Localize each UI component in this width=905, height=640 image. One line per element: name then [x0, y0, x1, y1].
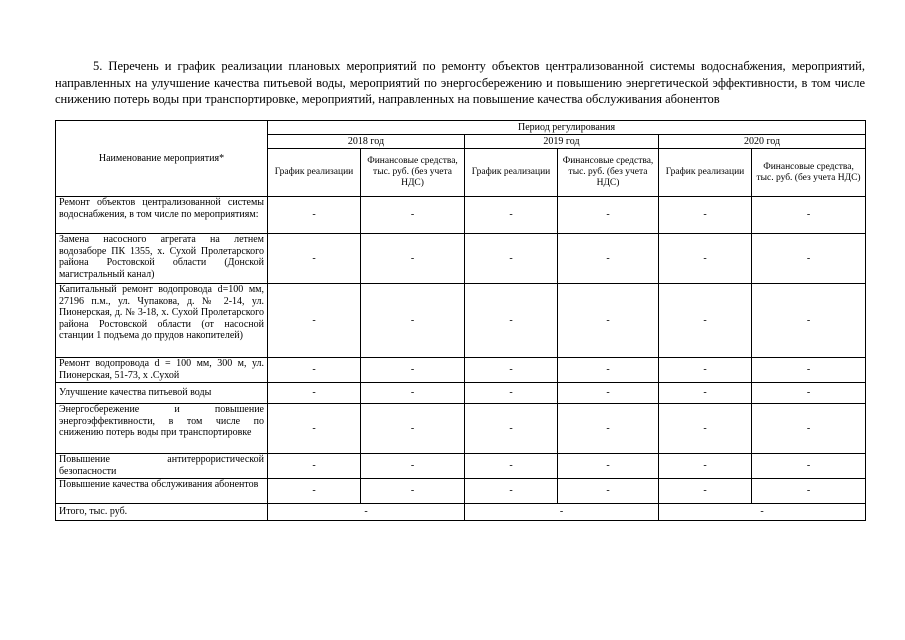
cell-value: - — [465, 234, 558, 284]
cell-value: - — [361, 383, 465, 404]
cell-value: - — [465, 197, 558, 234]
cell-value: - — [558, 234, 659, 284]
cell-value: - — [752, 197, 866, 234]
cell-value: - — [752, 454, 866, 479]
table-row — [56, 404, 866, 454]
cell-value: - — [752, 234, 866, 284]
cell-value: - — [465, 383, 558, 404]
row-name: Ремонт водопровода d = 100 мм, 300 м, ул. Пионерская, 51-73, х .Сухой — [56, 358, 268, 383]
table-row — [56, 383, 866, 404]
cell-value: - — [268, 454, 361, 479]
cell-value: - — [268, 358, 361, 383]
cell-value: - — [659, 284, 752, 358]
column-header-name: Наименование мероприятия* — [56, 121, 268, 197]
section-heading: 5. Перечень и график реализации плановых мероприятий по ремонту объектов централизованной системы водоснабжения, мероприятий, направленных на улучшение качества питьевой воды, мероприятий по энергосбережению и повышению энергетической эффективности, в том числе снижению потерь воды при транспортировке, мероприятий, направленных на повышение качества обслуживания абонентов — [55, 59, 865, 106]
cell-value: - — [752, 284, 866, 358]
column-header-schedule: График реализации — [465, 149, 558, 197]
cell-value: - — [659, 454, 752, 479]
cell-value: - — [659, 479, 752, 504]
column-header-period: Период регулирования — [268, 121, 866, 135]
cell-value: - — [558, 454, 659, 479]
cell-value: - — [268, 284, 361, 358]
row-name: Улучшение качества питьевой воды — [56, 383, 268, 404]
table-row — [56, 479, 866, 504]
cell-value: - — [465, 404, 558, 454]
column-header-year-2020: 2020 год — [659, 135, 866, 149]
cell-value: - — [558, 197, 659, 234]
row-name: Повышение антитеррористической безопасности — [56, 454, 268, 479]
cell-value: - — [558, 284, 659, 358]
row-name: Ремонт объектов централизованной системы водоснабжения, в том числе по мероприятиям: — [56, 197, 268, 234]
cell-value: - — [268, 479, 361, 504]
column-header-finance: Финансовые средства, тыс. руб. (без учета НДС) — [558, 149, 659, 197]
cell-value: - — [659, 404, 752, 454]
cell-value: - — [361, 284, 465, 358]
row-name: Повышение качества обслуживания абонентов — [56, 479, 268, 504]
column-header-schedule: График реализации — [268, 149, 361, 197]
row-name: Энергосбережение и повышение энергоэффективности, в том числе по снижению потерь воды при транспортировке — [56, 404, 268, 454]
cell-value: - — [361, 197, 465, 234]
cell-value: - — [659, 197, 752, 234]
cell-value: - — [558, 358, 659, 383]
column-header-year-2019: 2019 год — [465, 135, 659, 149]
row-name: Капитальный ремонт водопровода d=100 мм, 27196 п.м., ул. Чупакова, д. № 2-14, ул. Пионерская, д. № 3-18, х. Сухой Пролетарского района Ростовской области (от насосной станции 1 подъема до прудов накопителей) — [56, 284, 268, 358]
cell-value: - — [752, 404, 866, 454]
cell-value: - — [465, 284, 558, 358]
column-header-year-2018: 2018 год — [268, 135, 465, 149]
cell-value: - — [361, 404, 465, 454]
table-row — [56, 284, 866, 358]
cell-value: - — [465, 454, 558, 479]
table-row — [56, 234, 866, 284]
row-name: Замена насосного агрегата на летнем водозаборе ПК 1355, х. Сухой Пролетарского района Ростовской области (Донской магистральный канал) — [56, 234, 268, 284]
cell-value: - — [752, 383, 866, 404]
total-row — [56, 504, 866, 521]
plan-table — [55, 120, 866, 521]
table-row — [56, 358, 866, 383]
column-header-finance: Финансовые средства, тыс. руб. (без учета НДС) — [752, 149, 866, 197]
cell-value: - — [361, 234, 465, 284]
cell-value: - — [465, 479, 558, 504]
cell-value: - — [659, 358, 752, 383]
cell-value: - — [268, 383, 361, 404]
cell-value: - — [268, 197, 361, 234]
table-row — [56, 197, 866, 234]
cell-value: - — [659, 234, 752, 284]
cell-value: - — [268, 234, 361, 284]
total-label: Итого, тыс. руб. — [56, 504, 268, 521]
cell-value: - — [659, 383, 752, 404]
cell-value: - — [558, 383, 659, 404]
total-value-2019: - — [465, 504, 659, 521]
cell-value: - — [558, 479, 659, 504]
cell-value: - — [361, 479, 465, 504]
cell-value: - — [752, 479, 866, 504]
total-value-2018: - — [268, 504, 465, 521]
total-value-2020: - — [659, 504, 866, 521]
cell-value: - — [465, 358, 558, 383]
column-header-finance: Финансовые средства, тыс. руб. (без учета НДС) — [361, 149, 465, 197]
cell-value: - — [361, 358, 465, 383]
column-header-schedule: График реализации — [659, 149, 752, 197]
cell-value: - — [752, 358, 866, 383]
table-row — [56, 454, 866, 479]
cell-value: - — [558, 404, 659, 454]
cell-value: - — [268, 404, 361, 454]
cell-value: - — [361, 454, 465, 479]
